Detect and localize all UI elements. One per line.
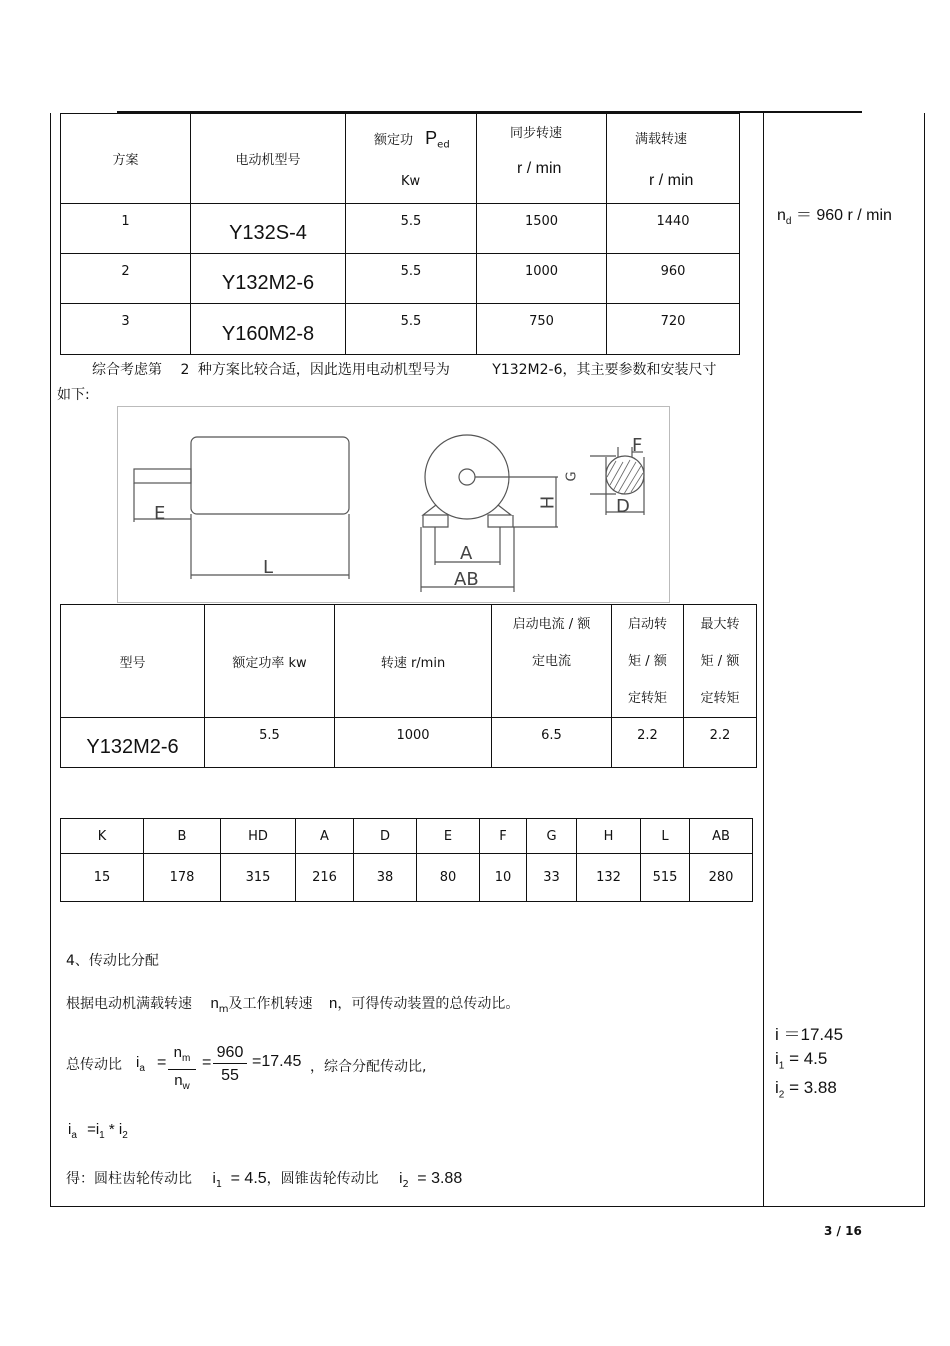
selection-paragraph-line2: 如下: (57, 387, 90, 403)
label-H: H (537, 495, 559, 510)
table-row (61, 718, 757, 768)
cell-full: 720 (607, 304, 740, 355)
frame-left (50, 113, 51, 1207)
table-row (61, 204, 740, 254)
label-A: A (460, 543, 473, 564)
label-D: D (616, 496, 630, 517)
header-rated-power: 额定功 $P_{ed}$ Kw (346, 114, 477, 204)
cell-full: 1440 (607, 204, 740, 254)
dim-header: AB (690, 819, 753, 854)
dim-header: D (354, 819, 417, 854)
motor-drawing-svg (118, 407, 671, 604)
label-AB: AB (454, 569, 479, 590)
cell-no: 3 (61, 304, 191, 355)
dim-value: 515 (641, 854, 690, 902)
dim-value: 280 (690, 854, 753, 902)
header-model: 电动机型号 (191, 114, 346, 204)
dim-header: E (417, 819, 480, 854)
dim-header: B (144, 819, 221, 854)
section-title: 4、传动比分配 (66, 953, 159, 969)
header-start-current: 启动电流 / 额 定电流 (492, 605, 612, 718)
side-i2: $i_2 = 3.88$ (775, 1078, 837, 1101)
table-row (61, 854, 753, 902)
dimension-table (60, 818, 753, 902)
header-max-torque: 最大转 矩 / 额 定转矩 (684, 605, 757, 718)
fraction-960-55: $\frac{960}{55}$ (213, 1043, 247, 1088)
motor-dimension-drawing (117, 406, 670, 603)
header-sync-speed: 同步转速 r / min (477, 114, 607, 204)
dim-value: 178 (144, 854, 221, 902)
table-row (61, 304, 740, 355)
ratio-product-formula: $i_a =i_1 * i_2$ (68, 1121, 128, 1141)
cell-speed: 1000 (335, 718, 492, 768)
dim-value: 38 (354, 854, 417, 902)
label-F: F (632, 435, 643, 456)
fraction-nm-nw: $\frac{n_m}{n_w}$ (168, 1043, 196, 1098)
dim-header: HD (221, 819, 296, 854)
spec-table (60, 604, 757, 768)
cell-sync: 750 (477, 304, 607, 355)
dim-header: G (527, 819, 577, 854)
cell-power: 5.5 (346, 254, 477, 304)
total-ratio-result: =17.45 (252, 1053, 302, 1070)
total-ratio-after: ，综合分配传动比, (310, 1059, 427, 1075)
dim-header: F (480, 819, 527, 854)
label-L: L (263, 557, 274, 578)
frame-divider (763, 113, 764, 1207)
header-scheme: 方案 (61, 114, 191, 204)
label-E: E (154, 503, 166, 524)
selection-paragraph-line1: 综合考虑第 2 种方案比较合适，因此选用电动机型号为 Y132M2-6，其主要参数和安装尺寸 (92, 362, 717, 378)
eq-1: = (157, 1054, 167, 1071)
dim-value: 315 (221, 854, 296, 902)
dim-header: H (577, 819, 641, 854)
section-line1: 根据电动机满载转速 $n_m$及工作机转速 n，可得传动装置的总传动比。 (66, 995, 520, 1015)
cell-power: 5.5 (346, 204, 477, 254)
cell-full: 960 (607, 254, 740, 304)
dim-value: 216 (296, 854, 354, 902)
cell-start-torque: 2.2 (612, 718, 684, 768)
side-i-total: i ＝17.45 (775, 1025, 844, 1044)
side-i1: $i_1 = 4.5$ (775, 1049, 828, 1072)
ia-symbol: $i_a$ (136, 1054, 145, 1074)
dim-value: 132 (577, 854, 641, 902)
cell-no: 1 (61, 204, 191, 254)
page-number: 3 / 16 (824, 1224, 862, 1238)
cell-sync: 1500 (477, 204, 607, 254)
dim-header: L (641, 819, 690, 854)
scheme-table (60, 113, 740, 355)
dim-value: 15 (61, 854, 144, 902)
header-speed: 转速 r/min (335, 605, 492, 718)
cell-sync: 1000 (477, 254, 607, 304)
table-row (61, 254, 740, 304)
header-full-speed: 满载转速 r / min (607, 114, 740, 204)
cell-model: Y132M2-6 (191, 254, 346, 304)
dim-value: 10 (480, 854, 527, 902)
cell-start-current: 6.5 (492, 718, 612, 768)
cell-max-torque: 2.2 (684, 718, 757, 768)
frame-right (924, 113, 925, 1207)
dim-value: 80 (417, 854, 480, 902)
dim-header: A (296, 819, 354, 854)
frame-bottom (50, 1206, 925, 1207)
cell-model: Y132S-4 (191, 204, 346, 254)
dim-header: K (61, 819, 144, 854)
cell-model: Y132M2-6 (61, 718, 205, 768)
side-nd: $n_d = 960$ r / min (777, 207, 892, 228)
header-model: 型号 (61, 605, 205, 718)
cell-model: Y160M2-8 (191, 304, 346, 355)
dim-value: 33 (527, 854, 577, 902)
label-G: G (564, 471, 580, 482)
cell-no: 2 (61, 254, 191, 304)
cell-power: 5.5 (205, 718, 335, 768)
eq-2: = (202, 1054, 212, 1071)
header-power: 额定功率 kw (205, 605, 335, 718)
final-line: 得：圆柱齿轮传动比 $i_1 = 4.5$，圆锥齿轮传动比 $i_2 = 3.88$ (66, 1170, 463, 1190)
total-ratio-label: 总传动比 (66, 1057, 122, 1073)
cell-power: 5.5 (346, 304, 477, 355)
header-start-torque: 启动转 矩 / 额 定转矩 (612, 605, 684, 718)
